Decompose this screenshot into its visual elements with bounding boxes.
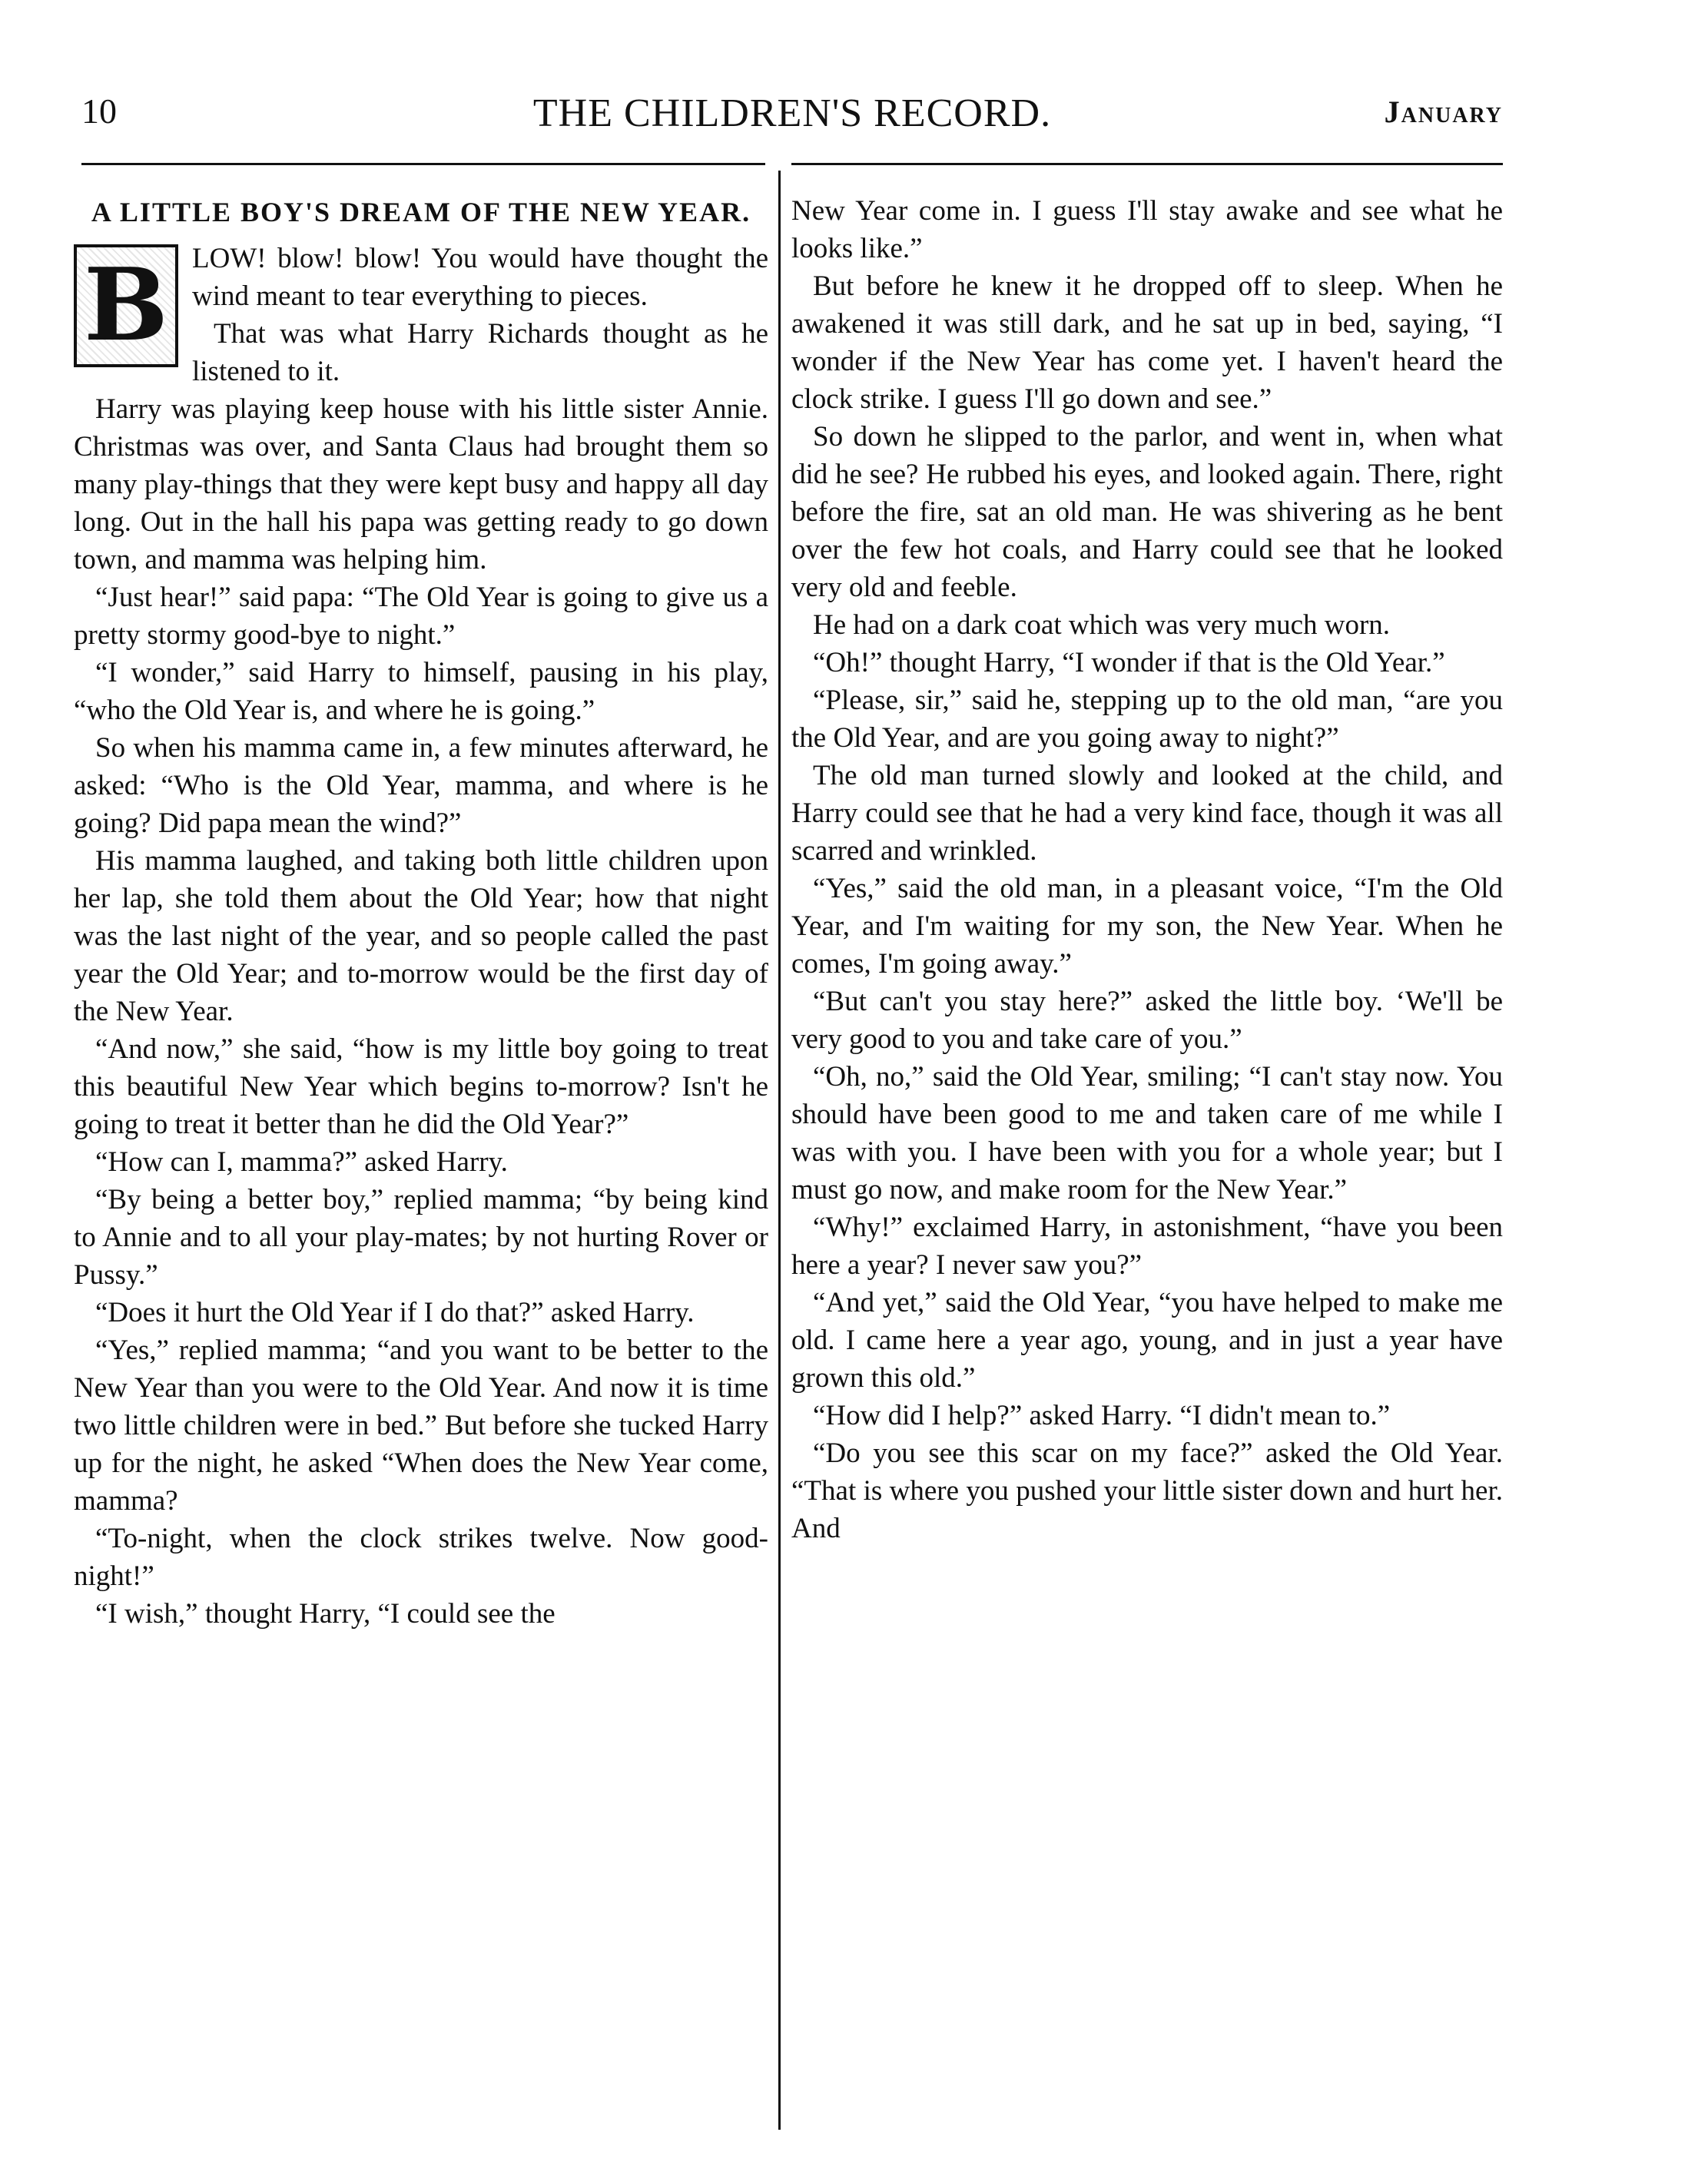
paragraph: “Please, sir,” said he, stepping up to the old man, “are you the Old Year, and are you going away to night?” <box>791 685 1503 754</box>
paragraph: “Oh!” thought Harry, “I wonder if that is the Old Year.” <box>813 647 1445 678</box>
paragraph: “Does it hurt the Old Year if I do that?” asked Harry. <box>95 1297 695 1328</box>
page-number: 10 <box>81 91 117 131</box>
page-header <box>81 91 1503 144</box>
paragraph: So when his mamma came in, a few minutes afterward, he asked: “Who is the Old Year, mamma, and where is he going? Did papa mean the wind?” <box>74 732 768 839</box>
paragraph: “By being a better boy,” replied mamma; “by being kind to Annie and to all your play-mates; by not hurting Rover or Pussy.” <box>74 1184 768 1291</box>
paragraph: “Why!” exclaimed Harry, in astonishment, “have you been here a year? I never saw you?” <box>791 1212 1503 1281</box>
header-rule-right <box>791 163 1503 165</box>
paragraph: “Yes,” said the old man, in a pleasant voice, “I'm the Old Year, and I'm waiting for my son, the New Year. When he comes, I'm going away.” <box>791 873 1503 980</box>
running-title: THE CHILDREN'S RECORD. <box>532 91 1052 135</box>
paragraph: “I wonder,” said Harry to himself, pausing in his play, “who the Old Year is, and where he is going.” <box>74 657 768 726</box>
paragraph: “Oh, no,” said the Old Year, smiling; “I can't stay now. You should have been good to me and taken care of me while I was with you. I have been with you for a whole year; but I must go now, and make room for the New Year.” <box>791 1061 1503 1205</box>
paragraph: “And now,” she said, “how is my little boy going to treat this beautiful New Year which begins to-morrow? Isn't he going to treat it better than he did the Old Year?” <box>74 1033 768 1140</box>
right-column <box>791 192 1503 1547</box>
paragraph: “Yes,” replied mamma; “and you want to be better to the New Year than you were to the Old Year. And now it is time two little children were in bed.” But before she tucked Harry up for the night, he asked “When does the New Year come, mamma? <box>74 1335 768 1517</box>
paragraph: Harry was playing keep house with his little sister Annie. Christmas was over, and Santa Claus had brought them so many play-things that they were kept busy and happy all day long. Out in the hall his papa was getting ready to go down town, and mamma was helping him. <box>74 393 768 575</box>
paragraph: “Just hear!” said papa: “The Old Year is going to give us a pretty stormy good-bye to night.” <box>74 582 768 651</box>
paragraph: That was what Harry Richards thought as he listened to it. <box>192 318 768 387</box>
issue-month: January <box>1384 95 1503 129</box>
paragraph: His mamma laughed, and taking both little children upon her lap, she told them about the Old Year; how that night was the last night of the year, and so people called the past year the Old Year; and to-morrow would be the first day of the New Year. <box>74 845 768 1027</box>
right-column-body <box>791 192 1503 1547</box>
left-column <box>74 192 768 1633</box>
paragraph: New Year come in. I guess I'll stay awake and see what he looks like.” <box>791 195 1503 264</box>
paragraph: “To-night, when the clock strikes twelve. Now good-night!” <box>74 1523 768 1592</box>
story-title: A LITTLE BOY'S DREAM OF THE NEW YEAR. <box>91 197 751 227</box>
paragraph: “How did I help?” asked Harry. “I didn't mean to.” <box>813 1400 1391 1431</box>
paragraph: “I wish,” thought Harry, “I could see the <box>95 1598 556 1630</box>
paragraph: “But can't you stay here?” asked the little boy. ‘We'll be very good to you and take care of you.” <box>791 986 1503 1055</box>
left-column-body <box>74 240 768 1633</box>
paragraph: The old man turned slowly and looked at the child, and Harry could see that he had a very kind face, though it was all scarred and wrinkled. <box>791 760 1503 867</box>
paragraph: But before he knew it he dropped off to sleep. When he awakened it was still dark, and he sat up in bed, saying, “I wonder if the New Year has come yet. I haven't heard the clock strike. I guess I'll go down and see.” <box>791 270 1503 415</box>
paragraph: He had on a dark coat which was very much worn. <box>813 609 1391 641</box>
paragraph: “Do you see this scar on my face?” asked the Old Year. “That is where you pushed your little sister down and hurt her. And <box>791 1437 1503 1544</box>
paragraph: “And yet,” said the Old Year, “you have helped to make me old. I came here a year ago, young, and in just a year have grown this old.” <box>791 1287 1503 1394</box>
paragraph: “How can I, mamma?” asked Harry. <box>95 1146 508 1178</box>
paragraph: So down he slipped to the parlor, and went in, when what did he see? He rubbed his eyes, and looked again. There, right before the fire, sat an old man. He was shivering as he bent over the few hot coals, and Harry could see that he looked very old and feeble. <box>791 421 1503 603</box>
paragraph: LOW! blow! blow! You would have thought the wind meant to tear everything to pieces. <box>192 243 768 312</box>
header-rule-left <box>81 163 765 165</box>
drop-cap: B <box>74 244 178 367</box>
column-divider <box>778 171 781 2130</box>
